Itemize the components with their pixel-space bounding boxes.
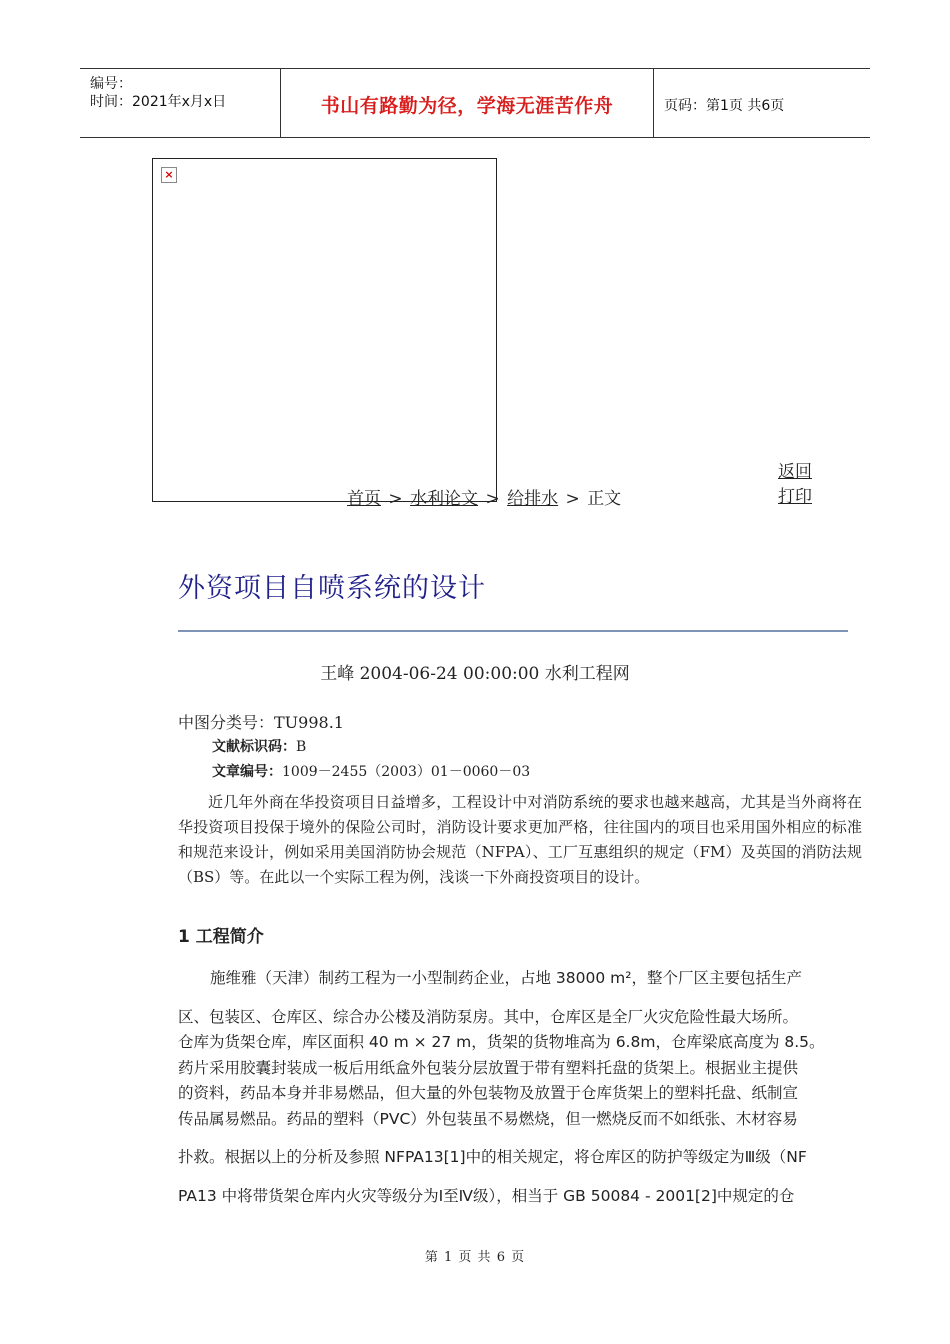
side-links — [778, 460, 812, 510]
page-footer: 第 1 页 共 6 页 — [424, 1250, 526, 1265]
breadcrumb-home-link[interactable]: 首页 — [347, 489, 381, 509]
body-line: 扑救。根据以上的分析及参照 NFPA13[1]中的相关规定，将仓库区的防护等级定为Ⅲ级（NF — [178, 1148, 807, 1166]
article-number-label: 文章编号： — [212, 764, 282, 780]
body-line: 药片采用胶囊封装成一板后用纸盒外包装分层放置于带有塑料托盘的货架上。根据业主提供 — [178, 1058, 799, 1077]
body-line: 的资料，药品本身并非易燃品，但大量的外包装物及放置于仓库货架上的塑料托盘、纸制宣 — [178, 1084, 799, 1102]
date-label: 时间：2021年x月x日 — [90, 94, 227, 110]
header-center-cell — [281, 69, 654, 137]
body-line: 传品属易燃品。药品的塑料（PVC）外包装虽不易燃烧，但一燃烧反而不如纸张、木材容易 — [178, 1109, 798, 1128]
breadcrumb-separator: > — [565, 489, 580, 509]
back-link[interactable]: 返回 — [778, 462, 812, 482]
image-placeholder — [152, 158, 497, 502]
document-header — [80, 68, 870, 138]
section-heading: 1 工程简介 — [178, 927, 264, 947]
body-line: 区、包装区、仓库区、综合办公楼及消防泵房。其中，仓库区是全厂火灾危险性最大场所。 — [178, 1007, 799, 1026]
title-divider — [178, 630, 848, 632]
breadcrumb-subcategory-link[interactable]: 给排水 — [507, 489, 559, 509]
motto: 书山有路勤为径，学海无涯苦作舟 — [320, 95, 614, 117]
body-line: 施维雅（天津）制药工程为一小型制药企业，占地 38000 m²，整个厂区主要包括生产 — [210, 969, 802, 987]
section-body — [178, 966, 862, 1209]
document-id-value: B — [296, 739, 307, 755]
page-info: 页码：第1页 共6页 — [664, 98, 785, 114]
broken-image-icon: × — [161, 167, 177, 183]
breadcrumb-category-link[interactable]: 水利论文 — [410, 489, 479, 509]
classification-number: 中图分类号：TU998.1 — [178, 713, 344, 732]
article-number-value: 1009－2455（2003）01－0060－03 — [282, 764, 531, 780]
print-link[interactable]: 打印 — [778, 487, 812, 507]
intro-paragraph: 近几年外商在华投资项目日益增多，工程设计中对消防系统的要求也越来越高，尤其是当外商将在华投资项目投保于境外的保险公司时，消防设计要求更加严格，往往国内的项目也采用国外相应的标准和规范来设计，例如采用美国消防协会规范（NFPA）、工厂互惠组织的规定（FM）及英国的消防法规（BS）等。在此以一个实际工程为例，浅谈一下外商投资项目的设计。 — [178, 793, 862, 886]
breadcrumb-current: 正文 — [587, 489, 622, 509]
body-line: PA13 中将带货架仓库内火灾等级分为Ⅰ至Ⅳ级），相当于 GB 50084 - 2001[2]中规定的仓 — [178, 1186, 795, 1205]
header-right-cell — [654, 69, 870, 137]
document-id — [212, 736, 306, 756]
article-meta: 王峰 2004-06-24 00:00:00 水利工程网 — [320, 664, 630, 684]
breadcrumb-separator: > — [388, 489, 403, 509]
body-line: 仓库为货架仓库，库区面积 40 m × 27 m，货架的货物堆高为 6.8m，仓库梁底高度为 8.5。 — [178, 1033, 825, 1051]
breadcrumb-separator: > — [485, 489, 500, 509]
article-title: 外资项目自喷系统的设计 — [178, 573, 486, 604]
number-label: 编号： — [90, 76, 132, 92]
document-id-label: 文献标识码： — [212, 739, 296, 755]
header-left-cell — [80, 69, 281, 137]
article-number — [212, 761, 530, 781]
breadcrumb — [347, 484, 621, 509]
